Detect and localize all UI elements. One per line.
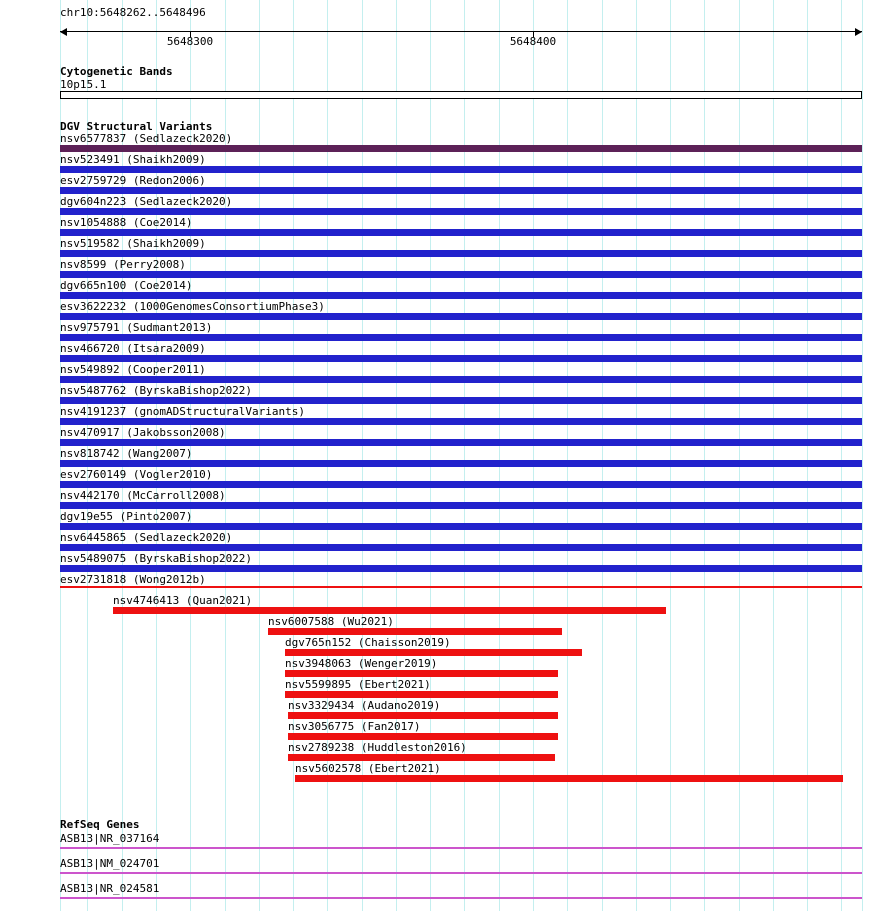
refseq-section-title: RefSeq Genes	[60, 818, 140, 831]
variant-row	[60, 469, 862, 490]
refseq-track-rows	[60, 832, 862, 907]
variant-row	[60, 595, 862, 616]
variant-label: esv2760149 (Vogler2010)	[60, 468, 213, 481]
variant-bar[interactable]	[60, 376, 862, 383]
ruler-right-arrow-icon	[855, 28, 862, 36]
variant-row	[60, 763, 862, 784]
variant-row	[60, 532, 862, 553]
variant-label: nsv6577837 (Sedlazeck2020)	[60, 132, 233, 145]
variant-label: nsv6445865 (Sedlazeck2020)	[60, 531, 233, 544]
region-position-label: chr10:5648262..5648496	[60, 6, 206, 19]
variant-label: esv2759729 (Redon2006)	[60, 174, 206, 187]
variant-row	[60, 553, 862, 574]
variant-row	[60, 322, 862, 343]
variant-label: nsv3948063 (Wenger2019)	[285, 657, 438, 670]
variant-label: nsv549892 (Cooper2011)	[60, 363, 206, 376]
cytobands-section-title: Cytogenetic Bands	[60, 65, 173, 78]
variant-label: nsv818742 (Wang2007)	[60, 447, 193, 460]
dgv-track-rows	[60, 133, 862, 784]
variant-row	[60, 742, 862, 763]
variant-label: nsv5602578 (Ebert2021)	[295, 762, 441, 775]
variant-label: esv2731818 (Wong2012b)	[60, 573, 206, 586]
variant-row	[60, 301, 862, 322]
gene-glyph[interactable]	[60, 897, 862, 899]
variant-bar[interactable]	[60, 271, 862, 278]
variant-label: esv3622232 (1000GenomesConsortiumPhase3)	[60, 300, 325, 313]
variant-bar[interactable]	[113, 607, 666, 614]
variant-bar[interactable]	[268, 628, 562, 635]
variant-row	[60, 616, 862, 637]
variant-bar[interactable]	[285, 649, 582, 656]
variant-bar[interactable]	[60, 229, 862, 236]
variant-bar[interactable]	[295, 775, 843, 782]
dgv-section-title: DGV Structural Variants	[60, 120, 213, 133]
variant-label: nsv523491 (Shaikh2009)	[60, 153, 206, 166]
variant-bar[interactable]	[60, 166, 862, 173]
variant-row	[60, 196, 862, 217]
variant-bar[interactable]	[60, 355, 862, 362]
ruler-tick-label: 5648400	[509, 35, 557, 48]
variant-label: nsv5489075 (ByrskaBishop2022)	[60, 552, 253, 565]
variant-row	[60, 511, 862, 532]
variant-bar[interactable]	[60, 586, 862, 588]
variant-bar[interactable]	[288, 754, 555, 761]
variant-bar[interactable]	[288, 733, 558, 740]
variant-row	[60, 343, 862, 364]
ruler-left-arrow-icon	[60, 28, 67, 36]
variant-row	[60, 217, 862, 238]
variant-bar[interactable]	[60, 208, 862, 215]
variant-row	[60, 637, 862, 658]
variant-label: nsv8599 (Perry2008)	[60, 258, 186, 271]
variant-bar[interactable]	[288, 712, 558, 719]
variant-label: nsv519582 (Shaikh2009)	[60, 237, 206, 250]
variant-row	[60, 574, 862, 595]
variant-row	[60, 154, 862, 175]
variant-label: nsv2789238 (Huddleston2016)	[288, 741, 467, 754]
variant-label: nsv5599895 (Ebert2021)	[285, 678, 431, 691]
variant-row	[60, 280, 862, 301]
variant-label: dgv665n100 (Coe2014)	[60, 279, 193, 292]
variant-label: dgv765n152 (Chaisson2019)	[285, 636, 451, 649]
gene-label: ASB13|NR_024581	[60, 882, 160, 895]
gene-label: ASB13|NM_024701	[60, 857, 160, 870]
variant-bar[interactable]	[60, 544, 862, 551]
variant-bar[interactable]	[60, 502, 862, 509]
variant-label: nsv1054888 (Coe2014)	[60, 216, 193, 229]
cytoband-name: 10p15.1	[60, 78, 107, 91]
variant-bar[interactable]	[60, 565, 862, 572]
variant-bar[interactable]	[60, 481, 862, 488]
variant-label: nsv3056775 (Fan2017)	[288, 720, 421, 733]
variant-bar[interactable]	[60, 292, 862, 299]
variant-bar[interactable]	[60, 250, 862, 257]
variant-label: dgv19e55 (Pinto2007)	[60, 510, 193, 523]
variant-bar[interactable]	[60, 313, 862, 320]
ruler-axis-line[interactable]	[60, 31, 862, 32]
variant-bar[interactable]	[60, 397, 862, 404]
variant-row	[60, 658, 862, 679]
variant-label: nsv4746413 (Quan2021)	[113, 594, 253, 607]
variant-bar[interactable]	[60, 418, 862, 425]
variant-label: nsv6007588 (Wu2021)	[268, 615, 394, 628]
variant-row	[60, 133, 862, 154]
variant-row	[60, 175, 862, 196]
variant-row	[60, 259, 862, 280]
variant-bar[interactable]	[60, 523, 862, 530]
gene-glyph[interactable]	[60, 847, 862, 849]
variant-row	[60, 427, 862, 448]
gene-row	[60, 832, 862, 857]
variant-bar[interactable]	[60, 460, 862, 467]
variant-label: nsv442170 (McCarroll2008)	[60, 489, 226, 502]
variant-row	[60, 679, 862, 700]
variant-label: nsv4191237 (gnomADStructuralVariants)	[60, 405, 306, 418]
variant-label: dgv604n223 (Sedlazeck2020)	[60, 195, 233, 208]
variant-row	[60, 385, 862, 406]
variant-row	[60, 406, 862, 427]
variant-bar[interactable]	[285, 691, 558, 698]
ruler-tick-label: 5648300	[166, 35, 214, 48]
variant-row	[60, 364, 862, 385]
variant-row	[60, 490, 862, 511]
variant-bar[interactable]	[60, 439, 862, 446]
variant-row	[60, 448, 862, 469]
track-panel	[60, 0, 862, 911]
gene-row	[60, 857, 862, 882]
gene-glyph[interactable]	[60, 872, 862, 874]
variant-bar[interactable]	[285, 670, 558, 677]
variant-label: nsv5487762 (ByrskaBishop2022)	[60, 384, 253, 397]
variant-row	[60, 238, 862, 259]
variant-row	[60, 721, 862, 742]
variant-bar[interactable]	[60, 334, 862, 341]
variant-row	[60, 700, 862, 721]
gridline	[862, 0, 863, 911]
variant-bar[interactable]	[60, 145, 862, 152]
variant-label: nsv466720 (Itsara2009)	[60, 342, 206, 355]
gene-row	[60, 882, 862, 907]
variant-label: nsv470917 (Jakobsson2008)	[60, 426, 226, 439]
gene-label: ASB13|NR_037164	[60, 832, 160, 845]
cytoband-glyph[interactable]	[60, 91, 862, 99]
variant-bar[interactable]	[60, 187, 862, 194]
variant-label: nsv975791 (Sudmant2013)	[60, 321, 213, 334]
variant-label: nsv3329434 (Audano2019)	[288, 699, 441, 712]
